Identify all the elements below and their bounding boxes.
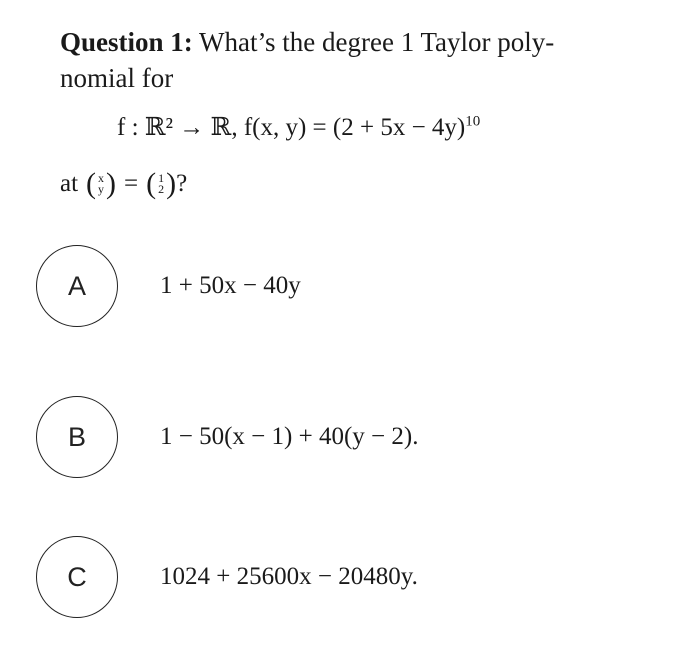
option-b[interactable] (36, 396, 418, 478)
option-a-button[interactable]: A (36, 245, 118, 327)
question-label: Question 1: (60, 27, 193, 57)
function-formula (117, 112, 480, 142)
evaluation-point: at ( x y ) = ( 1 2 ) ? (60, 167, 188, 200)
option-b-button[interactable]: B (36, 396, 118, 478)
vector-val-bottom: 2 (158, 182, 165, 196)
question-mark: ? (176, 170, 188, 197)
equals-sign: = (124, 170, 139, 197)
option-a-text: 1 + 50x − 40y (160, 272, 301, 299)
point-vector (158, 173, 164, 195)
option-a[interactable] (36, 245, 301, 327)
variable-vector (98, 173, 104, 195)
option-c-button[interactable]: C (36, 536, 118, 618)
option-c-text: 1024 + 25600x − 20480y. (160, 563, 418, 590)
vector-var-top: x (98, 171, 105, 185)
formula-body: f : ℝ² → ℝ, f(x, y) = (2 + 5x − 4y) (117, 114, 466, 141)
question-prompt: What’s the degree 1 Taylor poly- (199, 27, 555, 57)
question-text (60, 24, 650, 96)
option-c[interactable] (36, 536, 418, 618)
question-line-1 (60, 24, 650, 60)
question-line-2: nomial for (60, 63, 174, 93)
vector-val-top: 1 (158, 171, 165, 185)
formula-exponent: 10 (465, 113, 481, 130)
at-prefix: at (60, 170, 79, 197)
vector-var-bottom: y (98, 182, 105, 196)
option-b-text: 1 − 50(x − 1) + 40(y − 2). (160, 423, 419, 450)
